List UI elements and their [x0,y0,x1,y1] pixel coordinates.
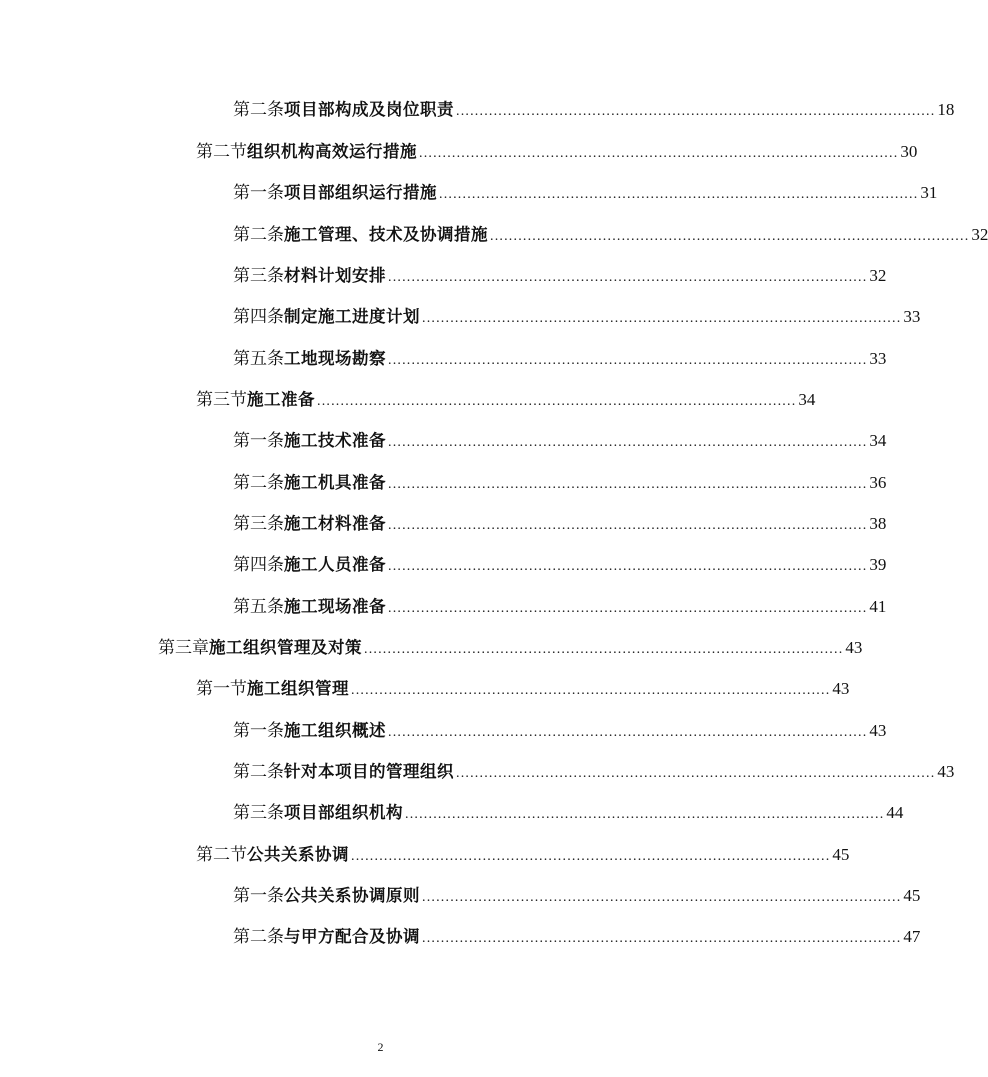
toc-entry-number: 第四条 [233,555,284,574]
toc-entry-title: 项目部组织运行措施 [284,183,437,202]
toc-entry-page: 43 [937,762,955,781]
toc-entry-title: 施工管理、技术及协调措施 [284,225,488,244]
toc-entry-title: 施工组织管理 [247,679,349,698]
toc-entry-number: 第三条 [233,803,284,822]
toc-entry-number: 第二条 [233,927,284,946]
toc-entry[interactable] [196,676,850,702]
dot-leader: ...................................................................................................... [388,725,868,740]
toc-entry-title: 针对本项目的管理组织 [284,762,454,781]
toc-entry-number: 第二条 [233,473,284,492]
toc-entry-number: 第三章 [158,638,209,657]
dot-leader: ...................................................................................................... [388,477,868,492]
toc-entry-title: 组织机构高效运行措施 [247,142,417,161]
toc-entry-page: 18 [937,100,955,119]
toc-entry-title: 制定施工进度计划 [284,307,420,326]
page-number: 2 [377,1040,384,1054]
toc-entry-page: 47 [903,927,921,946]
toc-entry-title: 施工机具准备 [284,473,386,492]
toc-entry[interactable] [233,222,988,248]
toc-entry-page: 34 [798,390,816,409]
toc-entry[interactable] [233,759,955,785]
toc-entry-number: 第三条 [233,266,284,285]
toc-entry-page: 45 [832,845,850,864]
dot-leader: ...................................................................................................... [388,353,868,368]
toc-entry-page: 41 [869,597,887,616]
toc-entry[interactable] [233,304,921,330]
dot-leader: ...................................................................................................... [364,642,844,657]
toc-entry-number: 第二条 [233,225,284,244]
toc-entry-number: 第三条 [233,514,284,533]
toc-entry-page: 34 [869,431,887,450]
toc-entry-page: 30 [900,142,918,161]
toc-entry[interactable] [233,97,955,123]
toc-entry-number: 第二节 [196,142,247,161]
toc-entry-number: 第四条 [233,307,284,326]
toc-entry[interactable] [233,594,887,620]
toc-entry-page: 43 [832,679,850,698]
toc-entry-title: 公共关系协调 [247,845,349,864]
toc-entry[interactable] [233,470,887,496]
dot-leader: ...................................................................................................... [405,807,885,822]
toc-entry-number: 第一条 [233,183,284,202]
toc-entry[interactable] [196,842,850,868]
dot-leader: ...................................................................................................... [439,187,919,202]
toc-entry-page: 32 [869,266,887,285]
toc-entry[interactable] [233,346,887,372]
toc-entry-number: 第五条 [233,597,284,616]
dot-leader: ...................................................................................................... [456,104,936,119]
toc-entry-page: 38 [869,514,887,533]
toc-entry-number: 第五条 [233,349,284,368]
toc-entry-title: 材料计划安排 [284,266,386,285]
toc-entry-title: 工地现场勘察 [284,349,386,368]
toc-entry-title: 施工准备 [247,390,315,409]
toc-entry[interactable] [158,635,863,661]
dot-leader: ...................................................................................................... [422,931,902,946]
toc-entry-number: 第二条 [233,762,284,781]
toc-entry[interactable] [233,924,921,950]
toc-entry-page: 31 [920,183,938,202]
toc-entry[interactable] [233,511,887,537]
toc-entry-title: 项目部组织机构 [284,803,403,822]
toc-entry-title: 施工人员准备 [284,555,386,574]
dot-leader: ...................................................................................................... [419,146,899,161]
toc-entry[interactable] [233,883,921,909]
toc-entry-title: 施工技术准备 [284,431,386,450]
toc-entry[interactable] [233,263,887,289]
dot-leader: ...................................................................................................... [388,601,868,616]
toc-entry[interactable] [233,718,887,744]
toc-entry[interactable] [233,180,938,206]
toc-entry-title: 施工材料准备 [284,514,386,533]
toc-entry-number: 第三节 [196,390,247,409]
toc-entry[interactable] [233,428,887,454]
toc-entry-title: 项目部构成及岗位职责 [284,100,454,119]
dot-leader: ...................................................................................................... [388,435,868,450]
toc-entry[interactable] [233,552,887,578]
dot-leader: ...................................................................................................... [422,311,902,326]
toc-entry-title: 施工组织管理及对策 [209,638,362,657]
toc-entry-number: 第一条 [233,886,284,905]
toc-entry-title: 公共关系协调原则 [284,886,420,905]
toc-entry-number: 第二节 [196,845,247,864]
toc-entry[interactable] [196,139,918,165]
toc-entry-title: 施工现场准备 [284,597,386,616]
toc-entry-page: 33 [869,349,887,368]
dot-leader: ...................................................................................................... [490,229,970,244]
dot-leader: ...................................................................................................... [388,518,868,533]
toc-entry-number: 第一条 [233,721,284,740]
toc-entry-page: 45 [903,886,921,905]
toc-entry-number: 第一节 [196,679,247,698]
toc-entry-page: 43 [869,721,887,740]
dot-leader: ...................................................................................................... [422,890,902,905]
dot-leader: ...................................................................................................... [317,394,797,409]
toc-entry-number: 第一条 [233,431,284,450]
toc-entry-page: 39 [869,555,887,574]
dot-leader: ...................................................................................................... [456,766,936,781]
toc-entry[interactable] [196,387,816,413]
dot-leader: ...................................................................................................... [388,559,868,574]
toc-entry-page: 44 [886,803,904,822]
toc-entry-page: 33 [903,307,921,326]
toc-entry-page: 36 [869,473,887,492]
dot-leader: ...................................................................................................... [351,683,831,698]
toc-entry-number: 第二条 [233,100,284,119]
toc-entry-page: 43 [845,638,863,657]
dot-leader: ...................................................................................................... [388,270,868,285]
toc-entry[interactable] [233,800,904,826]
dot-leader: ...................................................................................................... [351,849,831,864]
toc-entry-title: 与甲方配合及协调 [284,927,420,946]
toc-entry-title: 施工组织概述 [284,721,386,740]
toc-entry-page: 32 [971,225,988,244]
